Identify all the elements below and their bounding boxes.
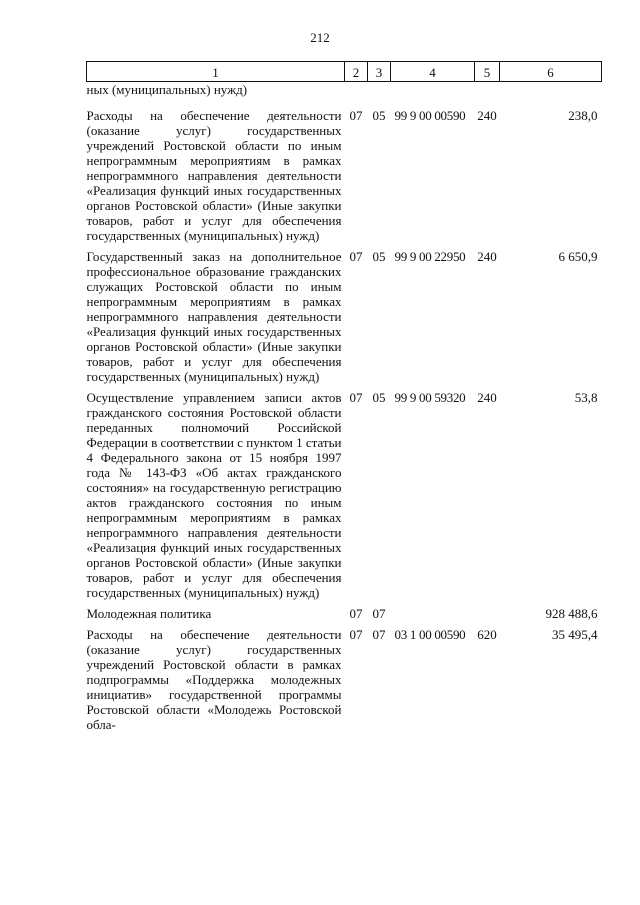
row-name: Осуществление управлением записи актов гражданского состояния Ростовской области переданных полномочий Российской Федерации в соответствии с пунктом 1 статьи 4 Федерального закона от 15 ноября 1997 года № 143-ФЗ «Об актах гражданского состояния» на государственную регистрацию актов гражданского состояния по иным непрограммным мероприятиям в рамках непрограммного направления деятельности «Реализация функций иных государственных органов Ростовской области» (Иные закупки товаров, работ и услуг для обеспечения государственных (муниципальных) нужд): [86, 390, 342, 600]
budget-table: [86, 61, 602, 732]
row-section: 07: [349, 627, 363, 642]
row-name: ных (муниципальных) нужд): [86, 82, 248, 97]
row-subsection: 07: [372, 627, 386, 642]
row-name: Расходы на обеспечение деятельности (оказание услуг) государственных учреждений Ростовской области по иным непрограммным мероприятиям в рамках непрограммного направления деятельности «Реализация функций иных государственных органов Ростовской области» (Иные закупки товаров, работ и услуг для обеспечения государственных (муниципальных) нужд): [86, 108, 342, 243]
table-row: [87, 82, 602, 104]
row-amount: 53,8: [574, 390, 598, 405]
row-expense-type: 240: [477, 249, 497, 264]
table-row: [87, 600, 602, 621]
row-target-code: 99 9 00 59320: [394, 390, 466, 405]
table-row: [87, 103, 602, 243]
header-col-1: 1: [87, 62, 345, 82]
row-section: 07: [349, 108, 363, 123]
row-target-code: [391, 82, 475, 104]
row-name: Расходы на обеспечение деятельности (оказание услуг) государственных учреждений Ростовской области в рамках подпрограммы «Поддержка молодежных инициатив» государственной программы Ростовской области «Молодежь Ростовской обла-: [86, 627, 342, 732]
row-target-code: 03 1 00 00590: [394, 627, 466, 642]
row-subsection: [368, 82, 391, 104]
row-subsection: 05: [372, 249, 386, 264]
row-expense-type: 620: [477, 627, 497, 642]
row-amount: 238,0: [568, 108, 598, 123]
row-name: Государственный заказ на дополнительное профессиональное образование гражданских служащих Ростовской области по иным непрограммным мероприятиям в рамках непрограммного направления деятельности «Реализация функций иных государственных органов Ростовской области» (Иные закупки товаров, работ и услуг для обеспечения государственных (муниципальных) нужд): [86, 249, 342, 384]
row-amount: 35 495,4: [552, 627, 598, 642]
row-subsection: 07: [372, 606, 386, 621]
header-col-2: 2: [345, 62, 368, 82]
row-subsection: 05: [372, 390, 386, 405]
row-amount: [500, 82, 602, 104]
row-name: Молодежная политика: [86, 606, 212, 621]
row-target-code: 99 9 00 22950: [394, 249, 466, 264]
header-col-5: 5: [475, 62, 500, 82]
row-expense-type: [475, 600, 500, 621]
table-row: [87, 621, 602, 732]
row-subsection: 05: [372, 108, 386, 123]
header-col-4: 4: [391, 62, 475, 82]
row-target-code: 99 9 00 00590: [394, 108, 466, 123]
row-section: [345, 82, 368, 104]
page-number: 212: [310, 30, 330, 45]
header-col-6: 6: [500, 62, 602, 82]
row-expense-type: 240: [477, 108, 497, 123]
table-row: [87, 243, 602, 384]
row-amount: 928 488,6: [545, 606, 598, 621]
row-expense-type: [475, 82, 500, 104]
header-col-3: 3: [368, 62, 391, 82]
table-row: [87, 384, 602, 600]
row-amount: 6 650,9: [558, 249, 598, 264]
row-section: 07: [349, 606, 363, 621]
row-section: 07: [349, 249, 363, 264]
row-target-code: [391, 600, 475, 621]
row-expense-type: 240: [477, 390, 497, 405]
header-row: [87, 62, 602, 82]
row-section: 07: [349, 390, 363, 405]
